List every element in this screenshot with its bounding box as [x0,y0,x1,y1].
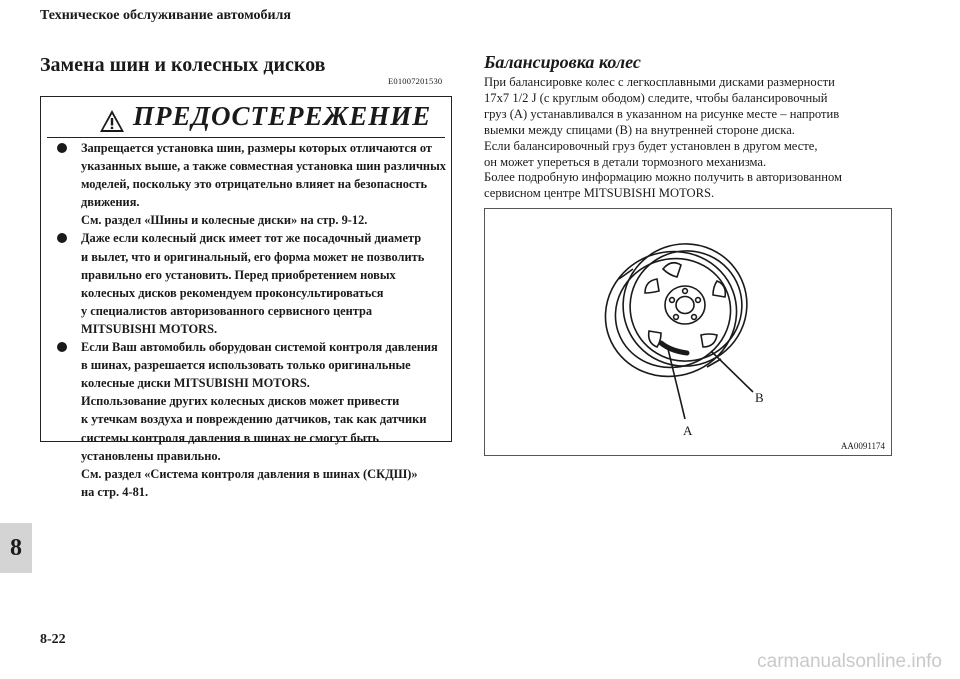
warning-line-text: См. раздел «Шины и колесные диски» на стр. 9-12. [81,213,368,228]
warning-line [51,302,443,320]
warning-line-text: колесные диски MITSUBISHI MOTORS. [81,376,310,391]
warning-line [51,429,443,447]
warning-line [51,465,443,483]
warning-triangle-icon [99,109,125,133]
warning-line-text: См. раздел «Система контроля давления в шинах (СКДШ)» [81,466,418,481]
warning-line-text: и вылет, что и оригинальный, его форма может не позволить [81,249,425,264]
warning-line [51,447,443,465]
section-title: Замена шин и колесных дисков [40,54,326,76]
warning-line-text: системы контроля давления в шинах не смогут быть [81,430,379,445]
balancing-title: Балансировка колес [484,52,641,72]
warning-line-text: Даже если колесный диск имеет тот же посадочный диаметр [81,231,422,246]
balancing-line: 17x7 1/2 J (с круглым ободом) следите, чтобы балансировочный [484,90,828,105]
balancing-line: груз (A) устанавливался в указанном на рисунке месте – напротив [484,106,840,121]
warning-line [51,483,443,501]
balancing-line: Если балансировочный груз будет установлен в другом месте, [484,138,818,153]
warning-line-text: на стр. 4-81. [81,484,149,499]
balancing-line: сервисном центре MITSUBISHI MOTORS. [484,186,715,201]
section-code: E01007201530 [388,76,443,86]
warning-line [51,211,443,229]
warning-box [40,96,452,499]
warning-line-text: установлены правильно. [81,448,221,463]
warning-line [51,175,443,193]
warning-line [51,229,443,247]
label-b: B [755,390,764,405]
warning-line-text: указанных выше, а также совместная установка шин различных [81,159,446,174]
warning-line-text: движения. [81,195,140,210]
balancing-line: он может упереться в детали тормозного механизма. [484,154,767,169]
warning-line-text: Запрещается установка шин, размеры которых отличаются от [81,141,432,155]
warning-line [51,410,443,428]
warning-title: ПРЕДОСТЕРЕЖЕНИЕ [133,101,432,131]
bullet-icon [57,342,67,352]
warning-line-text: Использование других колесных дисков может привести [81,394,400,409]
warning-line-text: MITSUBISHI MOTORS. [81,321,218,336]
warning-line-text: колесных дисков рекомендуем проконсультироваться [81,285,384,300]
warning-line-text: моделей, поскольку это отрицательно влияет на безопасность [81,177,428,192]
bullet-icon [57,143,67,153]
balancing-line: выемки между спицами (B) на внутренней стороне диска. [484,122,795,137]
warning-line [51,284,443,302]
warning-line [51,248,443,266]
label-a: A [683,423,693,438]
warning-header [41,101,451,137]
wheel-illustration [485,209,893,457]
warning-divider [47,137,445,138]
warning-line [51,356,443,374]
chapter-tab: 8 [0,523,32,573]
warning-line-text: в шинах, разрешается использовать только оригинальные [81,358,411,373]
bullet-icon [57,233,67,243]
balancing-line: При балансировке колес с легкосплавными дисками размерности [484,75,835,89]
balancing-line: Более подробную информацию можно получить в авторизованном [484,170,843,185]
watermark: carmanualsonline.info [757,651,942,672]
warning-line [51,266,443,284]
wheel-figure [484,208,892,456]
figure-id: AA0091174 [840,441,885,451]
warning-line [51,157,446,175]
balancing-text [484,75,904,202]
warning-line-text: Если Ваш автомобиль оборудован системой контроля давления [81,340,438,355]
running-header: Техническое обслуживание автомобиля [40,8,291,23]
warning-line [51,139,443,157]
warning-line [51,193,443,211]
warning-line-text: правильно его установить. Перед приобретением новых [81,267,396,282]
warning-body [51,139,446,501]
warning-line [51,392,443,410]
warning-line-text: у специалистов авторизованного сервисного центра [81,303,373,318]
warning-line [51,374,443,392]
warning-line [51,320,443,338]
warning-line [51,338,443,356]
page-number: 8-22 [40,632,66,647]
warning-line-text: к утечкам воздуха и повреждению датчиков, так как датчики [81,412,427,427]
